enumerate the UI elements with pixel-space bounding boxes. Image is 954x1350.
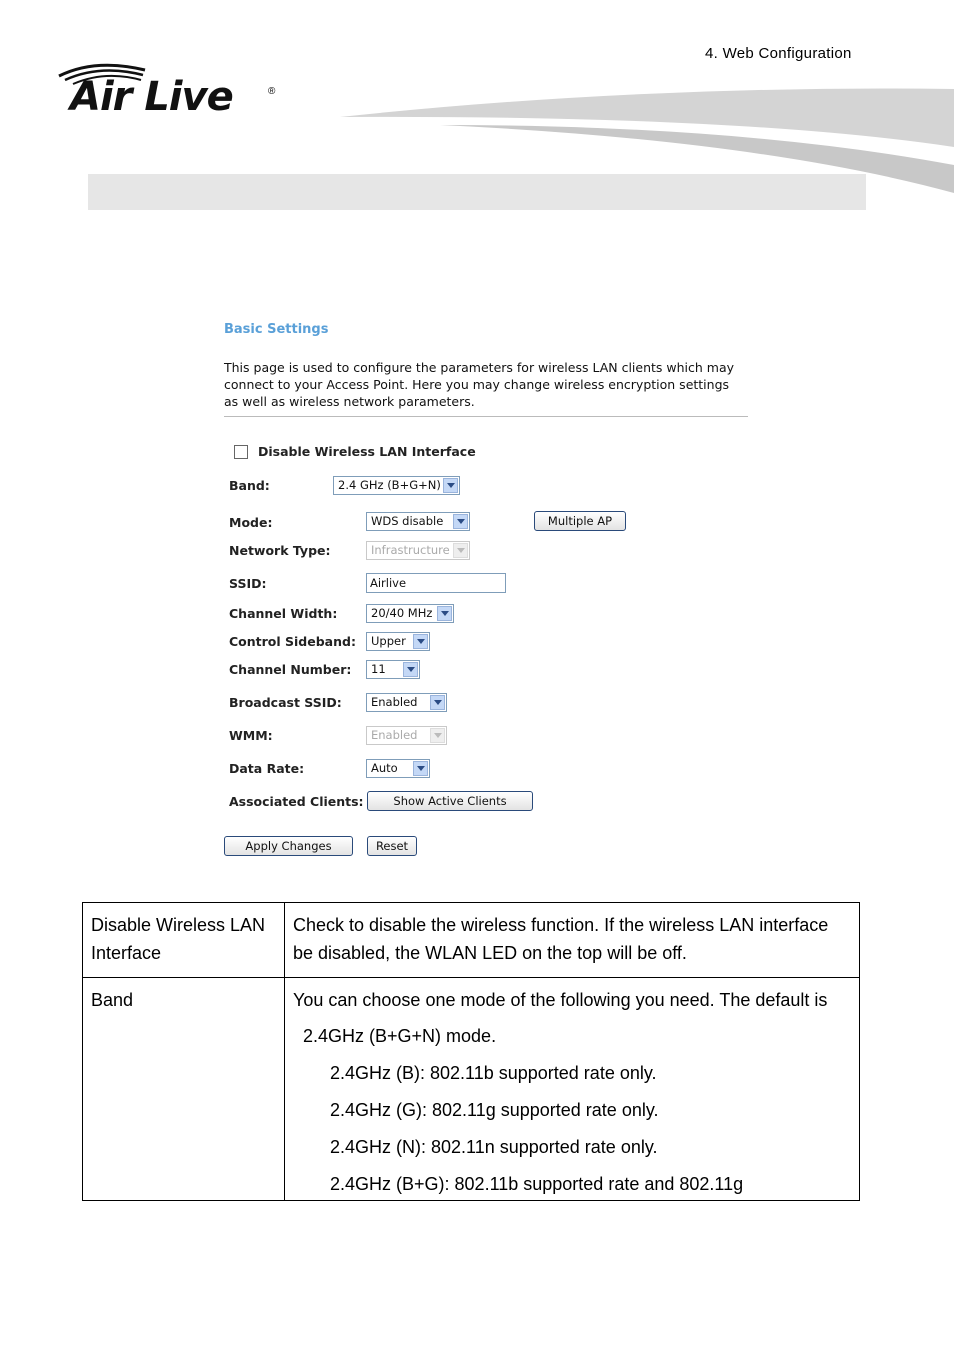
band-default: 2.4GHz (B+G+N) mode. — [303, 1026, 497, 1046]
network-type-select-value: Infrastructure — [371, 543, 450, 557]
band-desc: You can choose one mode of the following you need. The default is — [293, 990, 828, 1010]
basic-settings-panel — [215, 312, 750, 860]
multiple-ap-button[interactable]: Multiple AP — [534, 511, 626, 531]
ssid-input[interactable]: Airlive — [366, 573, 506, 593]
chevron-down-icon — [413, 634, 428, 649]
panel-description: This page is used to configure the parameters for wireless LAN clients which may connect to your Access Point. Here you may change wireless encryption settings as well as wireless network parameters. — [224, 360, 735, 409]
apply-changes-button[interactable]: Apply Changes — [224, 836, 353, 856]
band-option: 2.4GHz (N): 802.11n supported rate only. — [330, 1137, 658, 1157]
settings-description-table — [82, 902, 860, 1201]
channel-number-select[interactable] — [366, 660, 420, 679]
data-rate-select[interactable] — [366, 759, 430, 778]
mode-label: Mode: — [229, 515, 273, 530]
broadcast-ssid-label: Broadcast SSID: — [229, 695, 342, 710]
table-row — [83, 978, 860, 1201]
disable-wlan-checkbox[interactable] — [234, 445, 248, 459]
band-label: Band: — [229, 478, 270, 493]
chevron-down-icon — [403, 662, 418, 677]
network-type-label: Network Type: — [229, 543, 331, 558]
mode-select-value: WDS disable — [371, 514, 444, 528]
channel-number-select-value: 11 — [371, 662, 386, 676]
wmm-select-value: Enabled — [371, 728, 418, 742]
section-heading: 4. Web Configuration — [705, 45, 852, 62]
reset-button[interactable]: Reset — [367, 836, 417, 856]
wmm-select[interactable] — [366, 726, 447, 745]
chevron-down-icon — [430, 728, 445, 743]
logo-text: Air Live — [70, 74, 233, 120]
band-option: 2.4GHz (B): 802.11b supported rate only. — [330, 1063, 657, 1083]
wmm-label: WMM: — [229, 728, 273, 743]
disable-wlan-label: Disable Wireless LAN Interface — [258, 444, 476, 459]
data-rate-select-value: Auto — [371, 761, 398, 775]
chevron-down-icon — [413, 761, 428, 776]
term-cell: Band — [83, 978, 285, 1201]
associated-clients-label: Associated Clients: — [229, 794, 364, 809]
broadcast-ssid-select-value: Enabled — [371, 695, 418, 709]
band-select[interactable] — [333, 476, 460, 495]
control-sideband-select-value: Upper — [371, 634, 406, 648]
channel-width-label: Channel Width: — [229, 606, 338, 621]
logo-registered: ® — [268, 86, 276, 97]
network-type-select[interactable] — [366, 541, 470, 560]
control-sideband-label: Control Sideband: — [229, 634, 356, 649]
channel-width-select-value: 20/40 MHz — [371, 606, 433, 620]
desc-cell: Check to disable the wireless function. If the wireless LAN interface be disabled, the WLAN LED on the top will be off. — [285, 903, 860, 978]
airlive-logo — [55, 60, 285, 130]
desc-cell — [285, 978, 860, 1201]
section-title-band — [88, 174, 866, 210]
data-rate-label: Data Rate: — [229, 761, 305, 776]
channel-number-label: Channel Number: — [229, 662, 352, 677]
channel-width-select[interactable] — [366, 604, 454, 623]
table-row — [83, 903, 860, 978]
chevron-down-icon — [437, 606, 452, 621]
show-active-clients-button[interactable]: Show Active Clients — [367, 791, 533, 811]
panel-title: Basic Settings — [224, 322, 329, 337]
band-option: 2.4GHz (G): 802.11g supported rate only. — [330, 1100, 659, 1120]
chevron-down-icon — [443, 478, 458, 493]
term-cell: Disable Wireless LAN Interface — [83, 903, 285, 978]
chevron-down-icon — [453, 543, 468, 558]
ssid-label: SSID: — [229, 576, 267, 591]
mode-select[interactable] — [366, 512, 470, 531]
control-sideband-select[interactable] — [366, 632, 430, 651]
chevron-down-icon — [453, 514, 468, 529]
band-option: 2.4GHz (B+G): 802.11b supported rate and 802.11g — [330, 1174, 744, 1194]
chevron-down-icon — [430, 695, 445, 710]
broadcast-ssid-select[interactable] — [366, 693, 447, 712]
band-select-value: 2.4 GHz (B+G+N) — [338, 478, 441, 492]
divider — [224, 416, 748, 417]
